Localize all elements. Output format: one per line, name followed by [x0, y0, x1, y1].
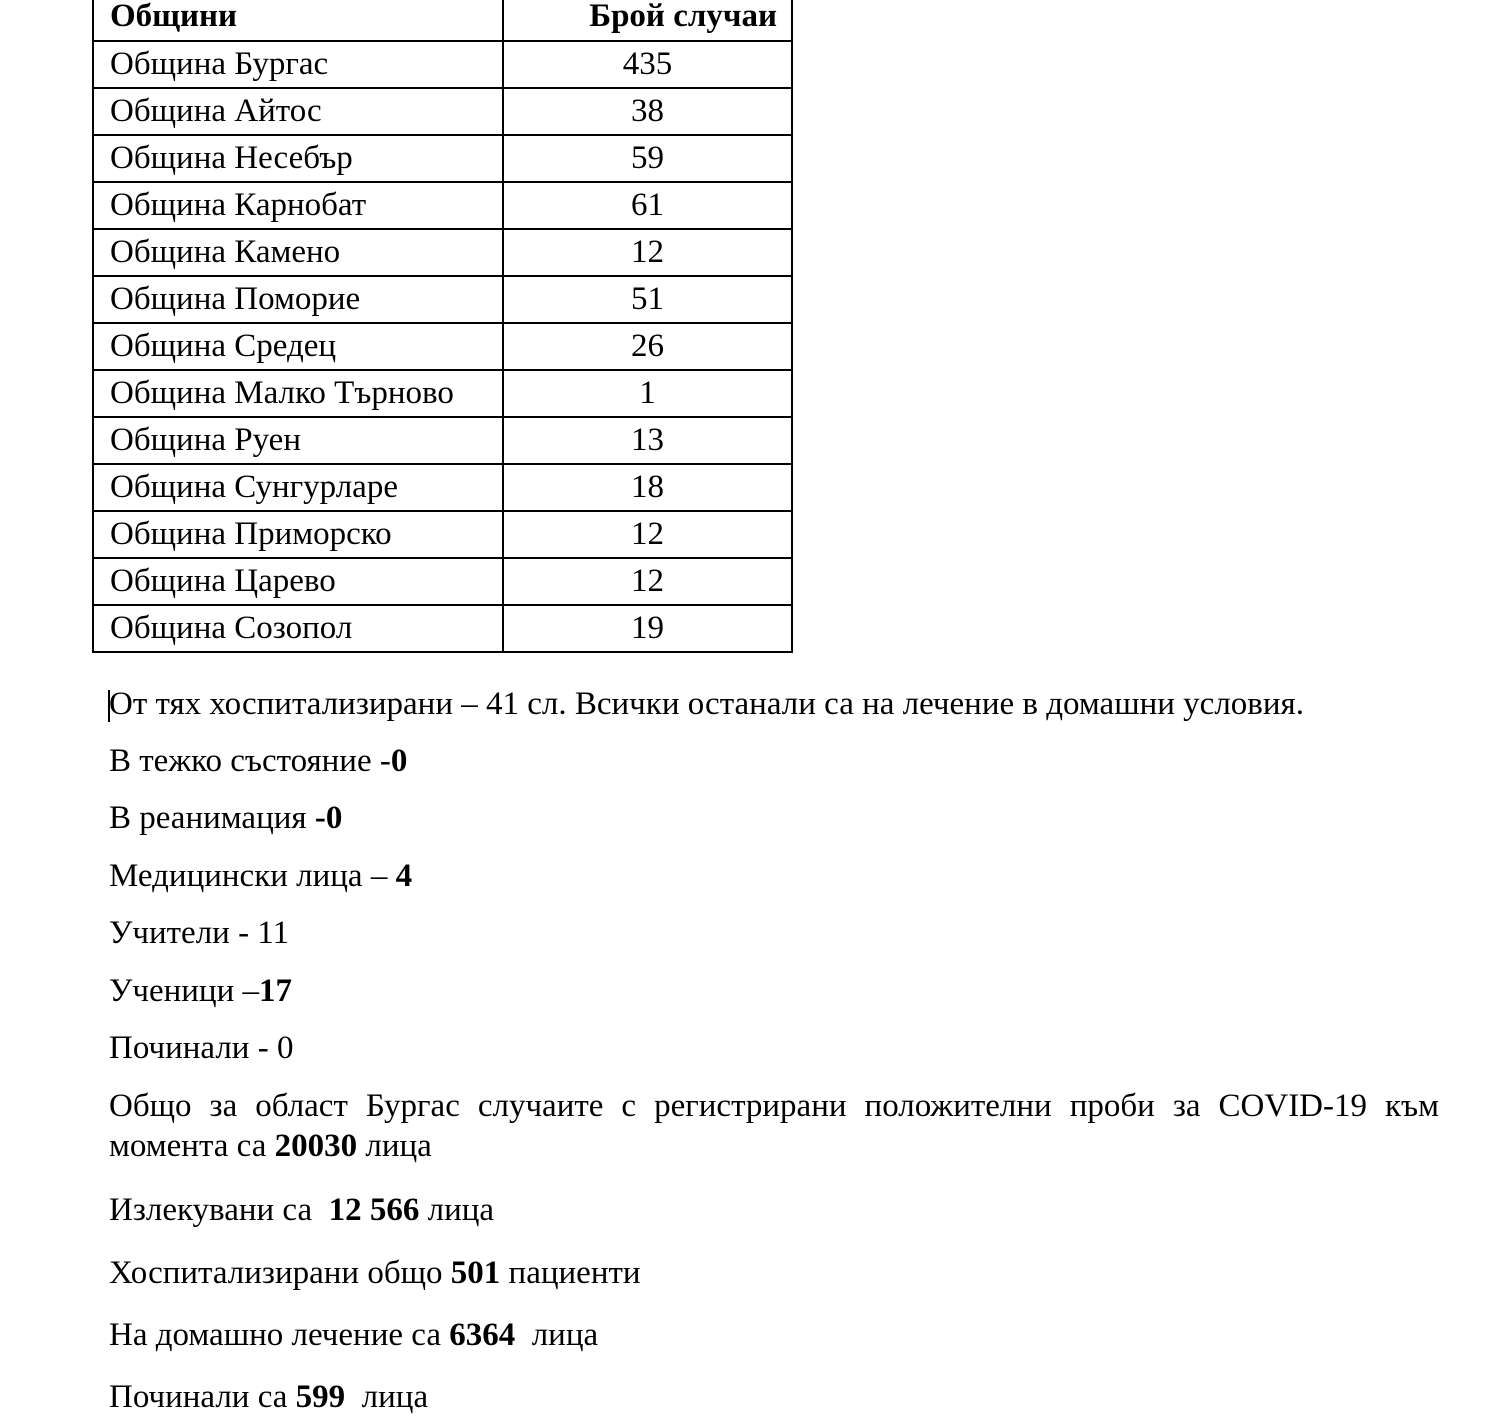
- deceased-total-suffix: лица: [345, 1379, 429, 1415]
- municipality-name: Община Камено: [93, 229, 503, 276]
- icu-value: -0: [314, 800, 343, 836]
- hospitalized-today-paragraph: [109, 684, 1439, 724]
- total-value: 20030: [274, 1128, 358, 1164]
- municipality-name: Община Айтос: [93, 88, 503, 135]
- table-row: [93, 605, 792, 652]
- home-value: 6364: [449, 1317, 516, 1353]
- teachers-text: Учители - 11: [109, 915, 290, 951]
- table-row: [93, 276, 792, 323]
- cases-by-municipality-table: [92, 0, 793, 653]
- hosp-total-label: Хоспитализирани общо: [109, 1255, 451, 1291]
- municipality-name: Община Малко Търново: [93, 370, 503, 417]
- table-row: [93, 229, 792, 276]
- municipality-name: Община Руен: [93, 417, 503, 464]
- students-label: Ученици –: [109, 973, 259, 1009]
- medical-staff-paragraph: [109, 856, 1439, 896]
- home-label: На домашно лечение са: [109, 1317, 450, 1353]
- case-count: 435: [503, 41, 792, 88]
- table-row: [93, 41, 792, 88]
- total-suffix: лица: [357, 1128, 432, 1164]
- case-count: 18: [503, 464, 792, 511]
- table-row: [93, 323, 792, 370]
- case-count: 59: [503, 135, 792, 182]
- case-count: 13: [503, 417, 792, 464]
- case-count: 12: [503, 229, 792, 276]
- municipality-name: Община Бургас: [93, 41, 503, 88]
- municipality-name: Община Царево: [93, 558, 503, 605]
- table-header-row: [93, 0, 792, 41]
- severe-value: 0: [390, 743, 408, 779]
- hosp-total-value: 501: [450, 1255, 501, 1291]
- table-row: [93, 370, 792, 417]
- case-count: 61: [503, 182, 792, 229]
- case-count: 19: [503, 605, 792, 652]
- cured-value: 12 566: [328, 1192, 420, 1228]
- table-row: [93, 558, 792, 605]
- cured-label: Излекувани са: [109, 1192, 329, 1228]
- hospitalized-total-paragraph: [109, 1253, 1439, 1293]
- home-suffix: лица: [515, 1317, 599, 1353]
- table-row: [93, 182, 792, 229]
- students-paragraph: [109, 971, 1439, 1011]
- table-row: [93, 464, 792, 511]
- case-count: 51: [503, 276, 792, 323]
- hospitalized-today-text: От тях хоспитализирани – 41 сл. Всички останали са на лечение в домашни условия.: [109, 686, 1304, 722]
- case-count: 12: [503, 558, 792, 605]
- municipality-name: Община Несебър: [93, 135, 503, 182]
- deceased-today-text: Починали - 0: [109, 1030, 294, 1066]
- severe-condition-paragraph: [109, 741, 1439, 781]
- municipality-name: Община Поморие: [93, 276, 503, 323]
- case-count: 26: [503, 323, 792, 370]
- total-label: Общо за област Бургас случаите с регистрирани положителни проби за COVID-19 към момента са: [109, 1088, 1439, 1164]
- deceased-total-value: 599: [295, 1379, 346, 1415]
- teachers-paragraph: [109, 913, 1439, 953]
- header-municipalities: Общини: [93, 0, 503, 41]
- hosp-total-suffix: пациенти: [500, 1255, 641, 1291]
- table-row: [93, 511, 792, 558]
- table-row: [93, 88, 792, 135]
- case-count: 12: [503, 511, 792, 558]
- table-row: [93, 417, 792, 464]
- students-value: 17: [259, 973, 292, 1009]
- municipality-name: Община Приморско: [93, 511, 503, 558]
- header-case-count: Брой случаи: [503, 0, 792, 41]
- medical-value: 4: [395, 858, 413, 894]
- cured-suffix: лица: [419, 1192, 495, 1228]
- cured-paragraph: [109, 1190, 1439, 1230]
- municipality-name: Община Сунгурларе: [93, 464, 503, 511]
- table-row: [93, 135, 792, 182]
- deceased-total-paragraph: [109, 1377, 1439, 1417]
- case-count: 38: [503, 88, 792, 135]
- case-count: 1: [503, 370, 792, 417]
- municipality-name: Община Карнобат: [93, 182, 503, 229]
- municipality-name: Община Созопол: [93, 605, 503, 652]
- home-treatment-paragraph: [109, 1315, 1439, 1355]
- icu-paragraph: [109, 798, 1439, 838]
- icu-label: В реанимация: [109, 800, 315, 836]
- severe-label: В тежко състояние -: [109, 743, 391, 779]
- regional-total-paragraph: [109, 1086, 1439, 1166]
- deceased-total-label: Починали са: [109, 1379, 296, 1415]
- deceased-today-paragraph: [109, 1028, 1439, 1068]
- medical-label: Медицински лица –: [109, 858, 396, 894]
- municipality-name: Община Средец: [93, 323, 503, 370]
